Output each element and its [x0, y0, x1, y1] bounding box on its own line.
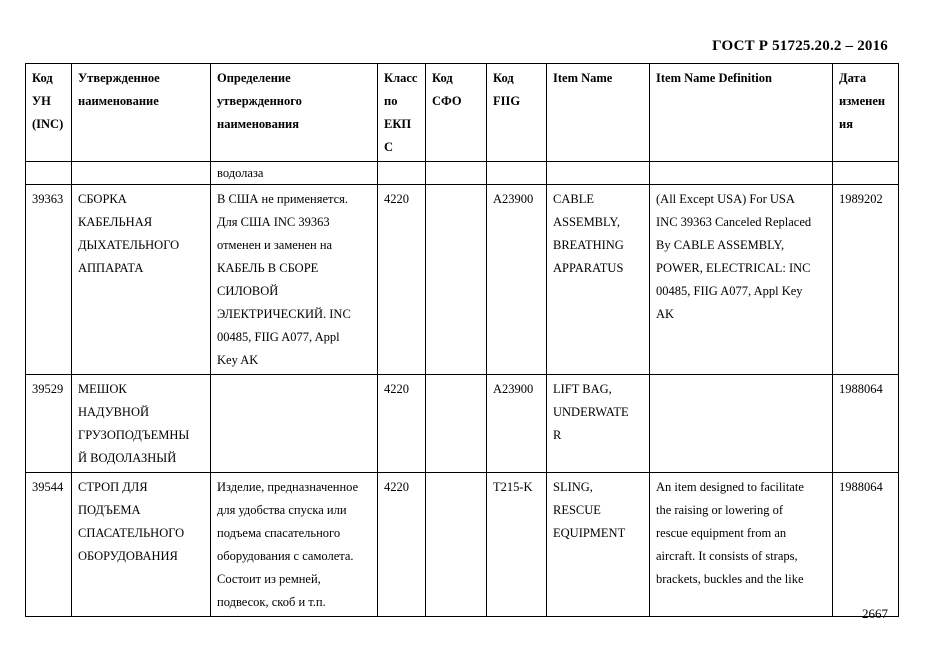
col-header-item-name: Item Name	[547, 64, 650, 162]
continuation-definition: водолаза	[211, 162, 378, 185]
table-cell	[378, 162, 426, 185]
table-cell	[426, 162, 487, 185]
name-cell: СТРОП ДЛЯ ПОДЪЕМА СПАСАТЕЛЬНОГО ОБОРУДОВАНИЯ	[72, 473, 211, 617]
name-cell: СБОРКА КАБЕЛЬНАЯ ДЫХАТЕЛЬНОГО АППАРАТА	[72, 185, 211, 375]
col-header-definition: Определение утвержденного наименования	[211, 64, 378, 162]
fiig-cell: A23900	[487, 375, 547, 473]
class-cell: 4220	[378, 473, 426, 617]
inc-cell: 39544	[26, 473, 72, 617]
date-cell: 1989202	[833, 185, 899, 375]
definition-cell: В США не применяется. Для США INC 39363 отменен и заменен на КАБЕЛЬ В СБОРЕ СИЛОВОЙ ЭЛЕКТРИЧЕСКИЙ. INC 00485, FIIG A077, Appl Key AK	[211, 185, 378, 375]
catalog-table	[25, 63, 899, 617]
inc-cell: 39529	[26, 375, 72, 473]
table-cell	[72, 162, 211, 185]
class-cell: 4220	[378, 185, 426, 375]
header-row	[26, 64, 899, 162]
col-header-date: Дата изменен ия	[833, 64, 899, 162]
table-row	[26, 375, 899, 473]
date-cell: 1988064	[833, 473, 899, 617]
item-name-cell: LIFT BAG, UNDERWATE R	[547, 375, 650, 473]
name-cell: МЕШОК НАДУВНОЙ ГРУЗОПОДЪЕМНЫ Й ВОДОЛАЗНЫЙ	[72, 375, 211, 473]
continuation-row	[26, 162, 899, 185]
date-cell: 1988064	[833, 375, 899, 473]
sfo-cell	[426, 375, 487, 473]
col-header-item-definition: Item Name Definition	[650, 64, 833, 162]
item-definition-cell	[650, 375, 833, 473]
class-cell: 4220	[378, 375, 426, 473]
table-cell	[650, 162, 833, 185]
inc-cell: 39363	[26, 185, 72, 375]
item-definition-cell: An item designed to facilitate the raising or lowering of rescue equipment from an aircraft. It consists of straps, brackets, buckles and the like	[650, 473, 833, 617]
fiig-cell: A23900	[487, 185, 547, 375]
col-header-fiig: Код FIIG	[487, 64, 547, 162]
col-header-class: Класс по ЕКПС	[378, 64, 426, 162]
col-header-name: Утвержденное наименование	[72, 64, 211, 162]
sfo-cell	[426, 473, 487, 617]
table-cell	[547, 162, 650, 185]
table-cell	[26, 162, 72, 185]
definition-cell	[211, 375, 378, 473]
table-cell	[833, 162, 899, 185]
col-header-sfo: Код СФО	[426, 64, 487, 162]
table-row	[26, 473, 899, 617]
item-definition-cell: (All Except USA) For USA INC 39363 Canceled Replaced By CABLE ASSEMBLY, POWER, ELECTRICAL: INC 00485, FIIG A077, Appl Key AK	[650, 185, 833, 375]
table-row	[26, 185, 899, 375]
item-name-cell: SLING, RESCUE EQUIPMENT	[547, 473, 650, 617]
document-header: ГОСТ Р 51725.20.2 – 2016	[712, 38, 888, 54]
definition-cell: Изделие, предназначенное для удобства спуска или подъема спасательного оборудования с самолета. Состоит из ремней, подвесок, скоб и т.п.	[211, 473, 378, 617]
item-name-cell: CABLE ASSEMBLY, BREATHING APPARATUS	[547, 185, 650, 375]
page-number: 2667	[862, 606, 888, 621]
table-cell	[487, 162, 547, 185]
sfo-cell	[426, 185, 487, 375]
col-header-inc: Код УН (INC)	[26, 64, 72, 162]
fiig-cell: T215-K	[487, 473, 547, 617]
